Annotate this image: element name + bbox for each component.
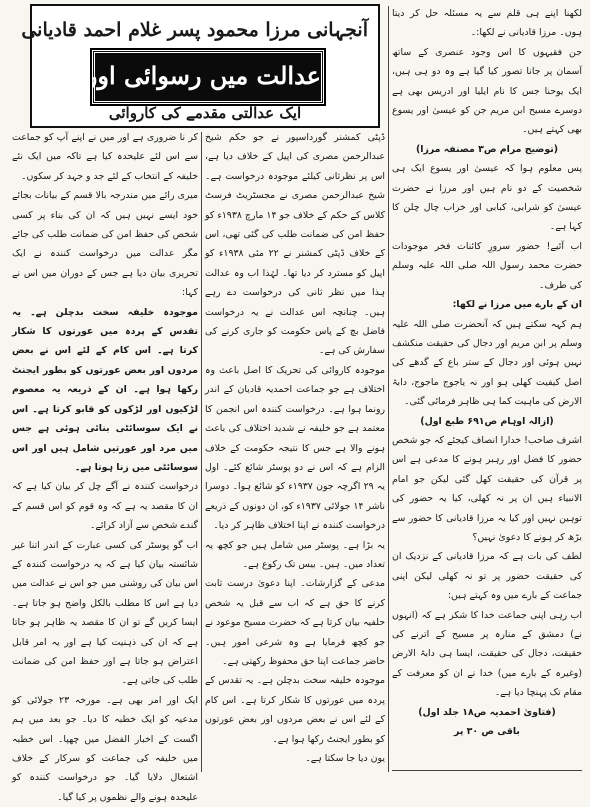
paragraph: لکھنا اپنے ہی قلم سے یہ مسئلہ حل کر دیتا ہوں۔ مرزا قادیانی نے لکھا:۔ — [392, 8, 582, 39]
paragraph: یہ بڑا ہے۔ پوسٹر میں شامل ہیں جو کچھ یہ تعداد میں۔ ہیں۔ بیس تک رکوع ہے۔ — [205, 539, 385, 570]
paragraph: ایک اور امر بھی ہے۔ مورخہ ۲۳ جولائی کو مدعیہ کو ایک خطبہ کا دیا۔ جو بعد میں ہم اگست کے اخبار الفضل میں چھپا۔ اس خطبہ میں خلیفہ کی جماعت کو سرکار کے خلاف اشتعال دلایا گیا۔ جو درخواست کنندہ کو علیحدہ ہونے والے نظموں پر کیا گیا۔ — [12, 694, 198, 803]
paragraph: اب آئیے! حضور سرورِ کائنات فخر موجودات حضرت محمد رسول اللہ صلی اللہ علیہ وسلم کی طرف۔ — [392, 240, 582, 291]
paragraph: موجودہ کاروائی کی تحریک کا اصل باعث وہ اختلاف ہے جو جماعت احمدیہ قادیان کے اندر رونما ہوا ہے۔ درخواست کنندہ اس انجمن کا معتمد ہے جو خلیفہ نے شدید اختلاف کی باعث ہونے والا ہے جس کا نتیجہ حکومت کے خلاف الزام ہے کہ اس نے دو پوسٹر شائع کئے۔ اول یہ ۲۹ اگرچہ جون ۱۹۳۷ء کو شائع ہوا۔ دوسرا ناشر ۱۴ جولائی ۱۹۳۷ء کو، ان دونوں کے ذریعے درخواست کنندہ نے اپنا اختلاف ظاہر کر دیا۔ — [205, 364, 385, 532]
middle-column — [205, 128, 385, 774]
right-column — [392, 4, 582, 774]
quote-paragraph: اب رہی اپنی جماعت خدا کا شکر ہے کہ (انہوں نے) دمشق کے منارہ پر مسیح کے اترنے کی حقیقت، دجال کی حقیقت، ایسا ہی دابۃ الارض (وغیرہ کے بارے میں) خدا نے ان کو معرفت کے مقام تک پہنچا دیا ہے۔ — [392, 609, 582, 699]
left-column — [12, 128, 198, 803]
paragraph: مدعی کے گزارشات۔ اپنا دعویٰ درست ثابت کرنے کا حق ہے کہ اب سے قبل یہ شخص حلفیہ بیان کرتا ہے کہ حضرت مسیح موعود نے جو کچھ فرمایا ہے وہ شرعی امور ہیں۔ حاضر جماعت اپنا حق محفوظ رکھتی ہے۔ — [205, 578, 385, 667]
citation: (فتاویٰ احمدیہ ص۱۸ جلد اول) — [418, 706, 556, 718]
paragraph: اشرف صاحب! خدارا انصاف کیجئے کہ جو شخص حضور کا فضل اور رہبر ہونے کا مدعی ہے اس پر قرآن کی حقیقت کھل گئی لیکن جو امام الانبیاء ہیں ان پر نہ کھلی، کیا یہ حضور کی توہین نہیں اور کیا یہ مرزا قادیانی کا حضور سے بڑھ کر ہونے کا دعویٰ نہیں؟ — [392, 434, 582, 543]
paragraph: ان کے بارے میں مرزا نے لکھا: — [452, 299, 582, 311]
paragraph: اب گو پوسٹر کی کسی عبارت کے اندر اتنا غیر شائستہ بیان کیا ہے کہ یہ درخواست کنندہ کے اس بیان کی روشنی میں جو اس نے عدالت میں دیا ہے اس کا مطلب بالکل واضح ہو جاتا ہے۔ ایسا کریں گے تو ان کا مقصد یہ ظاہر ہو جاتا ہے کہ ان کی ذہنیت کیا ہے اور یہ امر قابل اعتراض ہو جاتا ہے اور حفظ امن کی ضمانت طلب کی جاتی ہے۔ — [12, 539, 198, 687]
citation: (ازالہ اوہام ص۶۹۱ طبع اول) — [420, 415, 554, 427]
paragraph: پس معلوم ہوا کہ عیسیٰ اور یسوع ایک ہی شخصیت کے دو نام ہیں اور مرزا نے حضرت عیسیٰ کو شرابی، کبابی اور خراب چال چلن کا کہا ہے۔ — [392, 163, 582, 233]
paragraph: ڈپٹی کمشنر گورداسپور نے جو حکم شیخ عبدالرحمن مصری کی اپیل کے خلاف دیا ہے، اس پر نظرثانی کیلئے موجودہ درخواست ہے۔ شیخ عبدالرحمن مصری نے مجسٹریٹ فرسٹ کلاس کے حکم کے خلاف جو ۱۴ مارچ ۱۹۳۸ء کو حفظ امن کی ضمانت طلب کی گئی تھی، اس کے خلاف ڈپٹی کمشنر نے ۲۲ مئی ۱۹۳۸ء کو اپیل کو مسترد کر دیا تھا۔ لہٰذا اب وہ عدالت ہذا میں نظر ثانی کی درخواست دے رہے ہیں۔ چنانچہ اس عدالت نے یہ درخواست فاضل بچ کے پاس حکومت کو جاری کرنے کی سفارش کی ہے۔ — [205, 132, 386, 357]
quote-paragraph: ہم کہہ سکتے ہیں کہ آنحضرت صلی اللہ علیہ وسلم پر ابن مریم اور دجال کی حقیقت منکشف نہیں ہوئی اور دجال کے ستر باع کے گدھے کی اصل کیفیت کھلی ہو اور نہ یاجوج ماجوج، دابۃ الارض کی ماہیت کما ہی ظاہر فرمائی گئی۔ — [392, 318, 582, 408]
paragraph: درخواست کنندہ نے آگے چل کر بیان کیا ہے کہ ان کا مقصد یہ ہے کہ وہ قوم کو اس قسم کے گندے شخص سے آزاد کرائے۔ — [12, 481, 198, 532]
header-subtitle-top: آنجہانی مرزا محمود پسر غلام احمد قادیانی — [21, 19, 368, 41]
paragraph: یون دیا جا سکتا ہے۔ — [305, 753, 385, 764]
bottom-rule — [392, 770, 582, 771]
continued-note: باقی ص ۳۰ پر — [454, 726, 520, 738]
quote-paragraph: موجودہ خلیفہ سخت بدچلن ہے۔ یہ تقدس کے پردہ میں عورتوں کا شکار کرتا ہے۔ اس کام کے لئے اس نے بعض مردوں اور بعض عورتوں کو بطور ایجنٹ رکھا ہوا ہے۔ ان کے ذریعہ یہ معصوم لڑکیوں اور لڑکوں کو قابو کرتا ہے۔ اس نے ایک سوسائٹی بنائی ہوئی ہے جس میں مرد اور عورتیں شامل ہیں اور اس سوسائٹی میں زنا ہوتا ہے۔ — [12, 306, 198, 473]
header-subtitle-bottom: ایک عدالتی مقدمے کی کاروائی — [108, 104, 302, 122]
citation: (توضیح مرام ص۳ مصنفہ مرزا) — [415, 143, 559, 155]
paragraph: کر نا ضروری ہے اور میں نے اپنے آپ کو جماعت سے اس لئے علیحدہ کیا ہے تاکہ میں ایک نئے خلیفہ کے انتخاب کے لئے جد و جہد کر سکوں۔ — [12, 132, 198, 182]
quote-paragraph: جن فقیہوں کا اس وجود عنصری کے ساتھ آسمان پر جانا تصور کیا گیا ہے وہ دو ہی ہیں، ایک یوحنا جس کا نام ایلیا اور ادریس بھی ہے دوسرے مسیح ابن مریم جن کو عیسیٰ اور یسوع بھی کہتے ہیں۔ — [392, 46, 582, 136]
paragraph: لطف کی بات ہے کہ مرزا قادیانی کے نزدیک ان کی حقیقت حضور پر تو نہ کھلی لیکن اپنی جماعت کے بارے میں وہ کہتے ہیں: — [392, 551, 582, 602]
column-divider-right — [388, 6, 389, 772]
paragraph: میری رائے میں مندرجہ بالا قسم کے بیانات بجائے خود ایسے نہیں ہیں کہ ان کی بناء پر کسی شخص کی حفظ امن کی ضمانت طلب کی جائے مگر عدالت میں درخواست کنندہ نے ایک تحریری بیان دیا ہے جس کے دوران میں اس نے کہا: — [12, 190, 198, 299]
column-divider-left — [201, 132, 202, 772]
paragraph: موجودہ خلیفہ سخت بدچلن ہے۔ یہ تقدس کے پردہ میں عورتوں کا شکار کرتا ہے۔ اس کام کے لئے اس نے بعض مردوں اور بعض عورتوں کو بطور ایجنٹ رکھا ہوا ہے۔ — [205, 675, 385, 745]
headline-banner: عدالت میں رسوائی اور ذلت — [92, 50, 324, 104]
article-header — [21, 4, 380, 128]
